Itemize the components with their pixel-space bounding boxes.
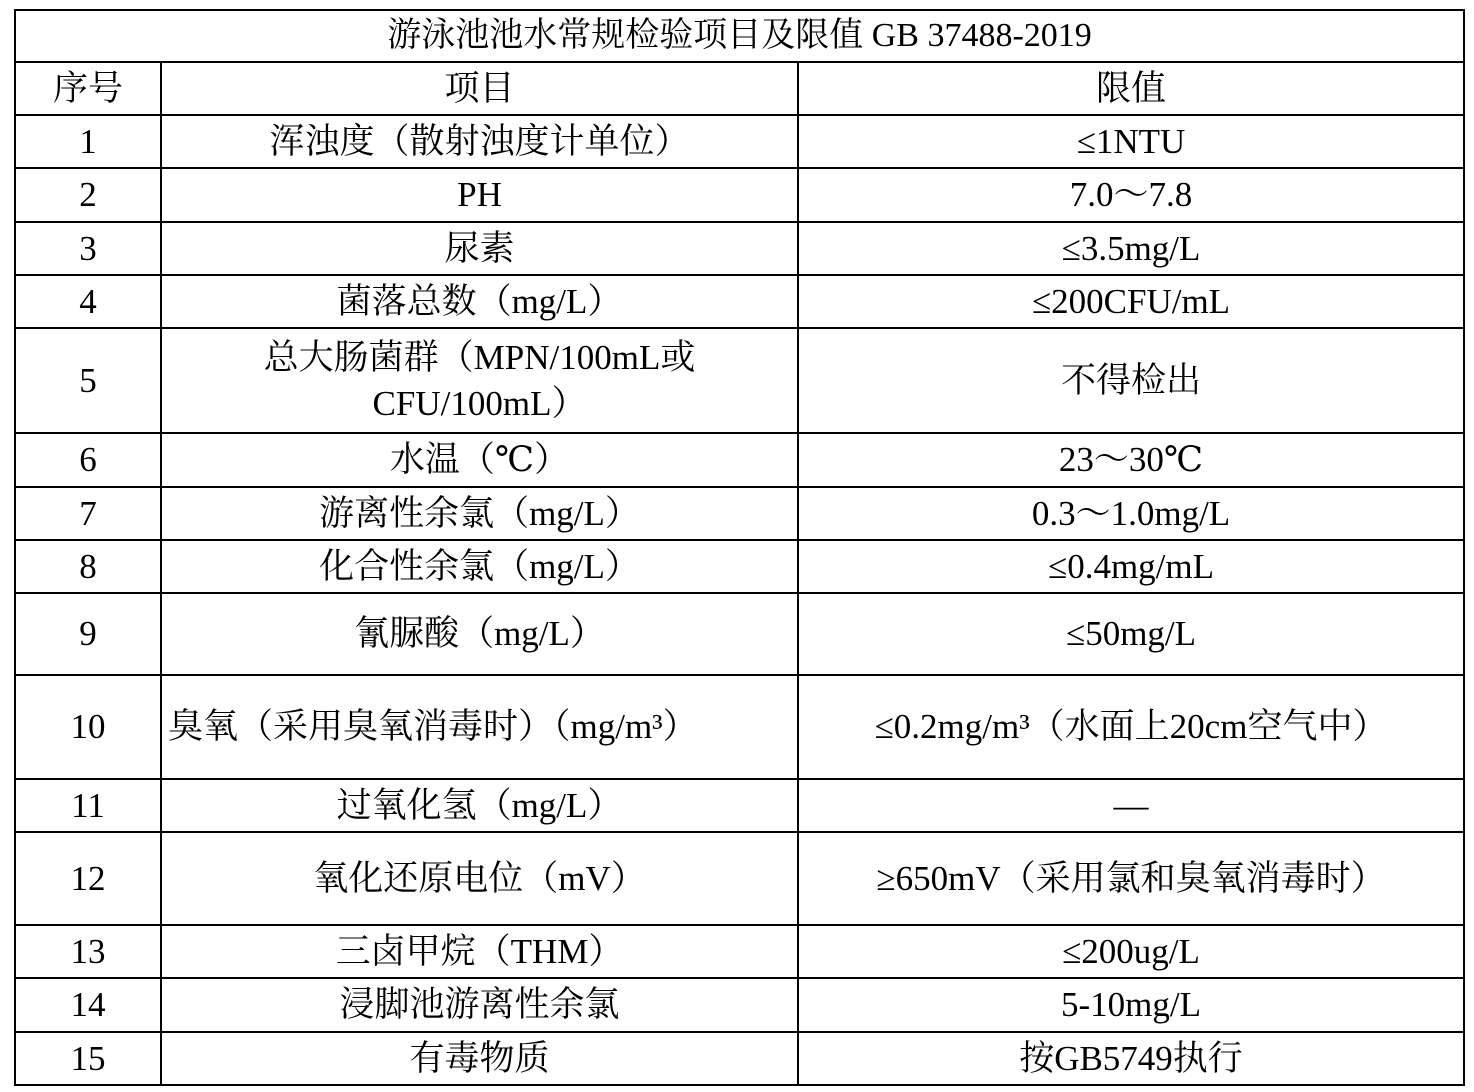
table-row xyxy=(15,593,1464,675)
row-no: 3 xyxy=(15,222,161,275)
row-limit: 不得检出 xyxy=(798,328,1464,433)
table-row xyxy=(15,433,1464,487)
row-item: PH xyxy=(161,168,798,222)
header-no: 序号 xyxy=(15,62,161,115)
row-no: 11 xyxy=(15,779,161,832)
table-row xyxy=(15,832,1464,925)
table-row xyxy=(15,540,1464,593)
row-item: 化合性余氯（mg/L） xyxy=(161,540,798,593)
row-limit: — xyxy=(798,779,1464,832)
row-item: 菌落总数（mg/L） xyxy=(161,275,798,328)
row-no: 10 xyxy=(15,675,161,779)
table-row xyxy=(15,978,1464,1032)
table-row xyxy=(15,222,1464,275)
table-row xyxy=(15,779,1464,832)
row-no: 2 xyxy=(15,168,161,222)
row-limit: 7.0～7.8 xyxy=(798,168,1464,222)
row-limit: ≤0.4mg/mL xyxy=(798,540,1464,593)
table-title: 游泳池池水常规检验项目及限值 GB 37488-2019 xyxy=(15,10,1464,62)
row-item: 浸脚池游离性余氯 xyxy=(161,978,798,1032)
table-row xyxy=(15,275,1464,328)
row-item: 总大肠菌群（MPN/100mL或CFU/100mL） xyxy=(161,328,798,433)
row-limit: ≤50mg/L xyxy=(798,593,1464,675)
header-item: 项目 xyxy=(161,62,798,115)
row-no: 14 xyxy=(15,978,161,1032)
table-row xyxy=(15,168,1464,222)
row-limit: 0.3～1.0mg/L xyxy=(798,487,1464,540)
row-no: 5 xyxy=(15,328,161,433)
row-no: 15 xyxy=(15,1032,161,1085)
table-row xyxy=(15,675,1464,779)
row-item: 臭氧（采用臭氧消毒时）（mg/m³） xyxy=(161,675,798,779)
row-item: 有毒物质 xyxy=(161,1032,798,1085)
table-row xyxy=(15,328,1464,433)
row-item: 氰脲酸（mg/L） xyxy=(161,593,798,675)
row-no: 9 xyxy=(15,593,161,675)
row-item: 氧化还原电位（mV） xyxy=(161,832,798,925)
row-no: 1 xyxy=(15,115,161,168)
row-item: 水温（℃） xyxy=(161,433,798,487)
row-item: 尿素 xyxy=(161,222,798,275)
row-item: 游离性余氯（mg/L） xyxy=(161,487,798,540)
row-limit: ≤3.5mg/L xyxy=(798,222,1464,275)
row-no: 6 xyxy=(15,433,161,487)
row-limit: ≤200CFU/mL xyxy=(798,275,1464,328)
row-no: 13 xyxy=(15,925,161,978)
row-item: 三卤甲烷（THM） xyxy=(161,925,798,978)
row-no: 7 xyxy=(15,487,161,540)
row-limit: ≤0.2mg/m³（水面上20cm空气中） xyxy=(798,675,1464,779)
row-limit: 按GB5749执行 xyxy=(798,1032,1464,1085)
table-row xyxy=(15,925,1464,978)
header-row xyxy=(15,62,1464,115)
table-title-row xyxy=(15,10,1464,62)
row-limit: ≥650mV（采用氯和臭氧消毒时） xyxy=(798,832,1464,925)
row-limit: 5-10mg/L xyxy=(798,978,1464,1032)
row-limit: ≤200ug/L xyxy=(798,925,1464,978)
standard-limits-table xyxy=(14,9,1465,1086)
row-no: 4 xyxy=(15,275,161,328)
row-item: 浑浊度（散射浊度计单位） xyxy=(161,115,798,168)
table-row xyxy=(15,1032,1464,1085)
row-no: 8 xyxy=(15,540,161,593)
row-no: 12 xyxy=(15,832,161,925)
table-row xyxy=(15,115,1464,168)
row-limit: ≤1NTU xyxy=(798,115,1464,168)
table-row xyxy=(15,487,1464,540)
row-item: 过氧化氢（mg/L） xyxy=(161,779,798,832)
header-limit: 限值 xyxy=(798,62,1464,115)
row-limit: 23～30℃ xyxy=(798,433,1464,487)
